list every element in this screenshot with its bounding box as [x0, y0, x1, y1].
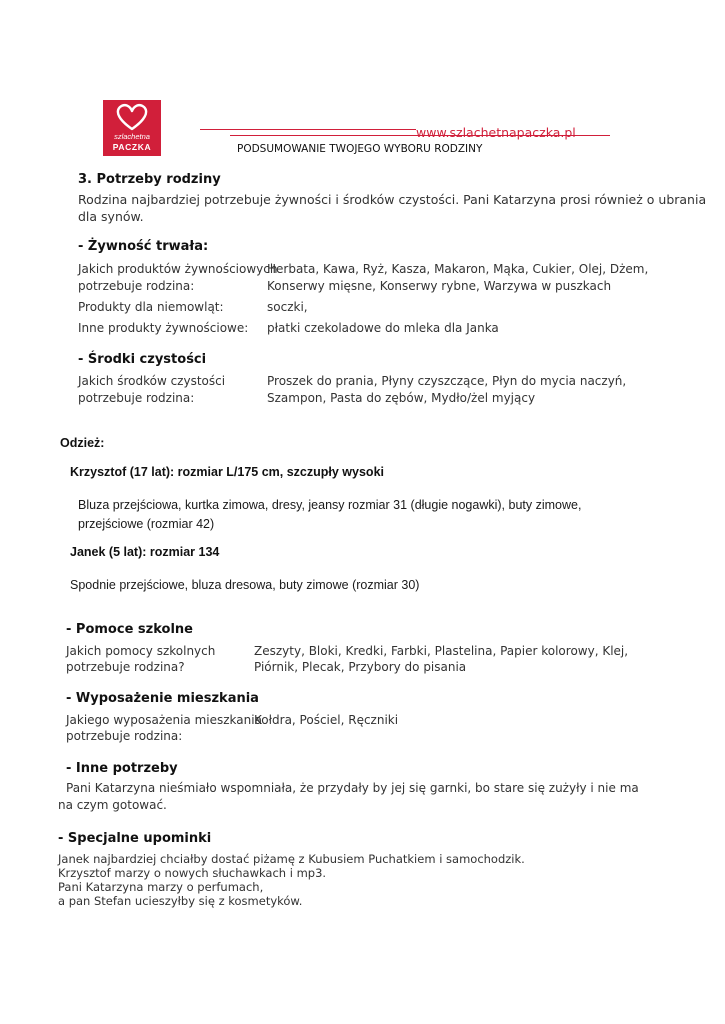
needs-intro-line1: Rodzina najbardziej potrzebuje żywności i środków czystości. Pani Katarzyna prosi również o ubrania: [78, 192, 707, 207]
clothes-person2-line1: Spodnie przejściowe, bluza dresowa, buty zimowe (rozmiar 30): [70, 578, 420, 592]
clothes-person1-line2: przejściowe (rozmiar 42): [78, 517, 215, 531]
logo-line1: szlachetna: [114, 132, 150, 141]
header-line-top: [200, 129, 416, 130]
food-answer1-line2: Konserwy mięsne, Konserwy rybne, Warzywa w puszkach: [267, 279, 612, 293]
food-answer3: płatki czekoladowe do mleka dla Janka: [267, 321, 499, 335]
home-answer-line1: Kołdra, Pościel, Ręczniki: [254, 713, 399, 727]
food-heading: - Żywność trwała:: [78, 239, 209, 254]
heart-icon: [103, 100, 161, 134]
cleaning-answer-line1: Proszek do prania, Płyny czyszczące, Płyn do mycia naczyń,: [267, 374, 627, 388]
gifts-heading: - Specjalne upominki: [58, 831, 212, 846]
header-title: PODSUMOWANIE TWOJEGO WYBORU RODZINY: [237, 143, 483, 155]
needs-intro-line2: dla synów.: [78, 209, 144, 224]
food-answer2: soczki,: [267, 300, 308, 314]
gifts-line2: Krzysztof marzy o nowych słuchawkach i mp3.: [58, 866, 327, 880]
home-heading: - Wyposażenie mieszkania: [66, 691, 259, 706]
header-url: www.szlachetnapaczka.pl: [416, 125, 576, 140]
gifts-line3: Pani Katarzyna marzy o perfumach,: [58, 880, 264, 894]
other-heading: - Inne potrzeby: [66, 761, 178, 776]
food-answer1-line1: Herbata, Kawa, Ryż, Kasza, Makaron, Mąka, Cukier, Olej, Dżem,: [267, 262, 649, 276]
clothes-person1: Krzysztof (17 lat): rozmiar L/175 cm, szczupły wysoki: [70, 465, 384, 479]
home-question-line1: Jakiego wyposażenia mieszkania: [66, 713, 262, 727]
cleaning-heading: - Środki czystości: [78, 352, 207, 367]
food-question1-line1: Jakich produktów żywnościowych: [78, 262, 278, 276]
school-question-line1: Jakich pomocy szkolnych: [66, 644, 216, 658]
food-question1-line2: potrzebuje rodzina:: [78, 279, 195, 293]
szlachetna-paczka-logo: [103, 100, 161, 156]
clothes-person2: Janek (5 lat): rozmiar 134: [70, 545, 220, 559]
gifts-line4: a pan Stefan ucieszyłby się z kosmetyków.: [58, 894, 303, 908]
school-heading: - Pomoce szkolne: [66, 622, 193, 637]
school-question-line2: potrzebuje rodzina?: [66, 660, 185, 674]
food-question2: Produkty dla niemowląt:: [78, 300, 224, 314]
logo-line2: PACZKA: [112, 142, 152, 152]
food-question3: Inne produkty żywnościowe:: [78, 321, 249, 335]
other-line2: na czym gotować.: [58, 798, 167, 812]
clothes-heading: Odzież:: [60, 436, 105, 450]
section-heading-needs: 3. Potrzeby rodziny: [78, 172, 221, 187]
other-line1: Pani Katarzyna nieśmiało wspomniała, że przydały by jej się garnki, bo stare się zużyły i nie ma: [66, 781, 639, 795]
school-answer-line2: Piórnik, Plecak, Przybory do pisania: [254, 660, 467, 674]
school-answer-line1: Zeszyty, Bloki, Kredki, Farbki, Plastelina, Papier kolorowy, Klej,: [254, 644, 629, 658]
clothes-person1-line1: Bluza przejściowa, kurtka zimowa, dresy, jeansy rozmiar 31 (długie nogawki), buty zimowe,: [78, 498, 582, 512]
home-question-line2: potrzebuje rodzina:: [66, 729, 183, 743]
gifts-line1: Janek najbardziej chciałby dostać piżamę z Kubusiem Puchatkiem i samochodzik.: [58, 852, 525, 866]
cleaning-question-line1: Jakich środków czystości: [78, 374, 226, 388]
cleaning-answer-line2: Szampon, Pasta do zębów, Mydło/żel myjący: [267, 391, 536, 405]
cleaning-question-line2: potrzebuje rodzina:: [78, 391, 195, 405]
